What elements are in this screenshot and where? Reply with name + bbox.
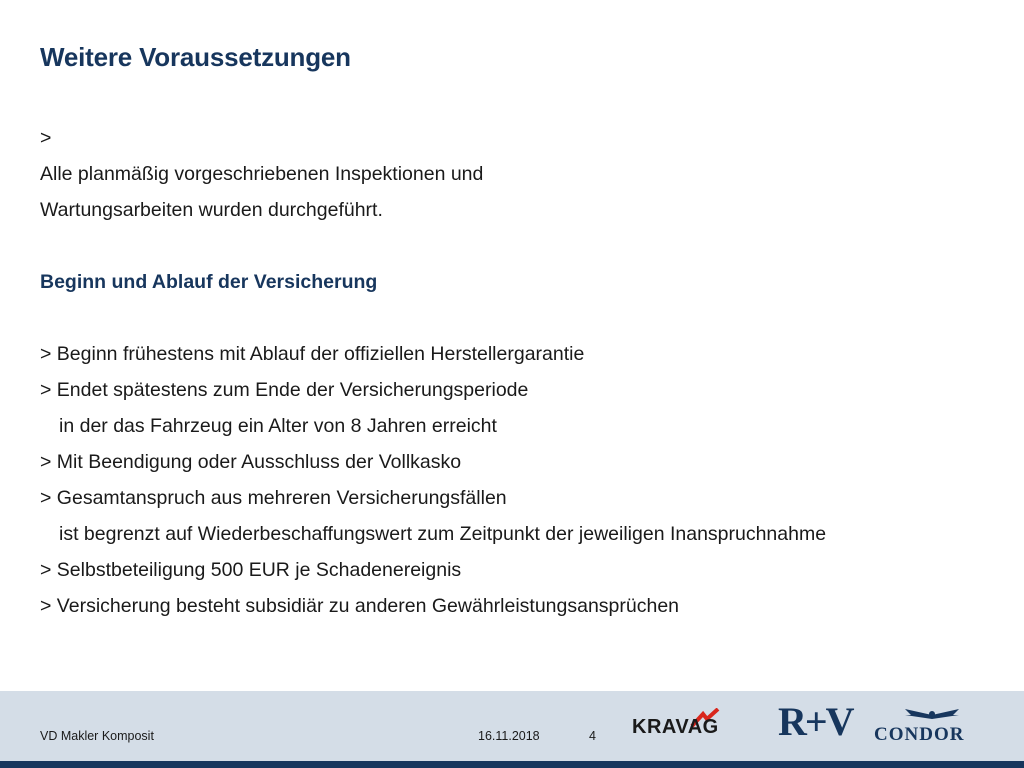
- bullet-item: > Mit Beendigung oder Ausschluss der Vollkasko: [40, 451, 462, 473]
- bullet-continuation: in der das Fahrzeug ein Alter von 8 Jahren erreicht: [59, 415, 497, 437]
- rv-logo: R+V: [778, 699, 853, 744]
- footer-presentation-name: VD Makler Komposit: [40, 729, 154, 743]
- bullet-item: > Selbstbeteiligung 500 EUR je Schadenereignis: [40, 559, 462, 581]
- section-heading: Beginn und Ablauf der Versicherung: [40, 271, 378, 293]
- condor-logo: CONDOR: [874, 724, 965, 745]
- slide-body: [40, 120, 1000, 624]
- bullet-marker: >: [40, 127, 52, 149]
- bullet-continuation: ist begrenzt auf Wiederbeschaffungswert zum Zeitpunkt der jeweiligen Inanspruchnahme: [59, 523, 827, 545]
- bullet-item: > Versicherung besteht subsidiär zu anderen Gewährleistungsansprüchen: [40, 595, 680, 617]
- footer-date: 16.11.2018: [478, 729, 540, 743]
- bullet-item: > Gesamtanspruch aus mehreren Versicherungsfällen: [40, 487, 507, 509]
- slide-title: Weitere Voraussetzungen: [40, 42, 351, 72]
- spacer: [40, 228, 1000, 264]
- kravag-logo: KRAVAG: [632, 716, 719, 738]
- condor-bird-icon: [903, 706, 961, 724]
- bottom-accent-bar: [0, 761, 1024, 768]
- text-line: Wartungsarbeiten wurden durchgeführt.: [40, 199, 383, 221]
- text-line: Alle planmäßig vorgeschriebenen Inspektionen und: [40, 163, 484, 185]
- bullet-item: > Beginn frühestens mit Ablauf der offiziellen Herstellergarantie: [40, 343, 585, 365]
- spacer: [40, 300, 1000, 336]
- bullet-item: > Endet spätestens zum Ende der Versicherungsperiode: [40, 379, 529, 401]
- footer-page-number: 4: [589, 729, 596, 743]
- footer-bar: [0, 691, 1024, 761]
